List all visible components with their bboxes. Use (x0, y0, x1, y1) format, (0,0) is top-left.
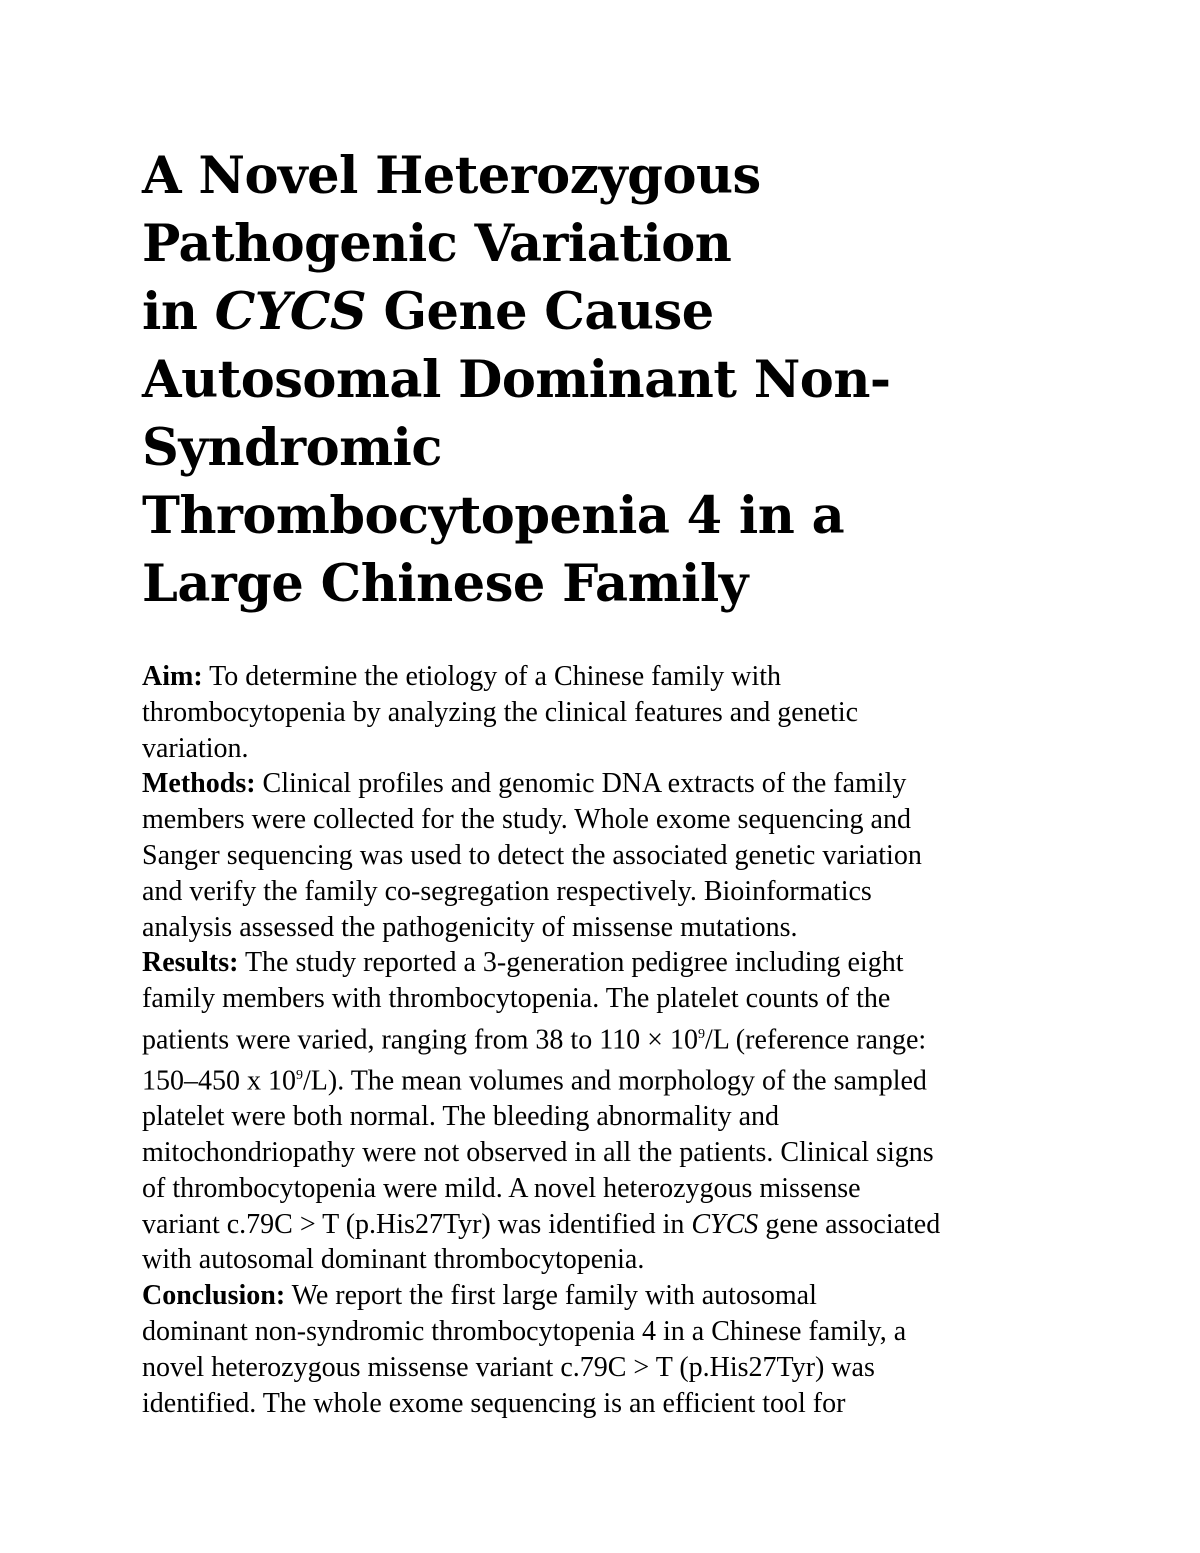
methods-text: Clinical profiles and genomic DNA extracts of the family (255, 768, 907, 800)
superscript: 9 (697, 1026, 705, 1042)
methods-label: Methods: (142, 768, 256, 800)
aim-text: To determine the etiology of a Chinese family with (202, 661, 782, 692)
text-line (142, 1278, 1062, 1314)
title-line: Large Chinese Family (142, 554, 748, 614)
text-line: variation. (142, 732, 249, 764)
title-line (142, 278, 1062, 346)
text-line (142, 766, 1062, 802)
text-line: identified. The whole exome sequencing is an efficient tool for (142, 1387, 846, 1419)
paper-title (142, 142, 1062, 618)
methods-section (142, 766, 1062, 945)
superscript: 9 (296, 1068, 303, 1084)
text-line: mitochondriopathy were not observed in all the patients. Clinical signs (142, 1137, 934, 1169)
results-text: /L). The mean volumes and morphology of the sampled (303, 1065, 927, 1097)
title-text: Gene Cause (366, 282, 714, 342)
results-text: gene associated (758, 1208, 941, 1240)
text-line (142, 1017, 1062, 1058)
results-text: The study reported a 3-generation pedigree including eight (238, 947, 904, 979)
title-line: A Novel Heterozygous (142, 146, 761, 206)
text-line: Sanger sequencing was used to detect the associated genetic variation (142, 839, 922, 871)
text-line: novel heterozygous missense variant c.79C > T (p.His27Tyr) was (142, 1351, 875, 1383)
text-line: and verify the family co-segregation respectively. Bioinformatics (142, 875, 872, 907)
title-text: in (142, 282, 215, 342)
text-line: of thrombocytopenia were mild. A novel heterozygous missense (142, 1172, 861, 1204)
results-text: /L (reference range: (704, 1024, 927, 1056)
text-line (142, 945, 1062, 981)
results-label: Results: (142, 947, 239, 979)
text-line: family members with thrombocytopenia. The platelet counts of the (142, 983, 891, 1015)
document-page (142, 142, 1062, 1421)
text-line: platelet were both normal. The bleeding abnormality and (142, 1101, 780, 1133)
text-line (142, 1207, 1062, 1243)
conclusion-text: We report the first large family with autosomal (285, 1280, 817, 1312)
results-text: 150–450 x 10 (142, 1065, 296, 1097)
aim-section (142, 659, 1062, 766)
title-line: Autosomal Dominant Non- (142, 350, 891, 410)
text-line: thrombocytopenia by analyzing the clinical features and genetic (142, 696, 859, 728)
title-line: Pathogenic Variation (142, 214, 732, 274)
results-text: variant c.79C > T (p.His27Tyr) was identified in (142, 1208, 692, 1240)
text-line (142, 1058, 1062, 1099)
text-line: dominant non-syndromic thrombocytopenia 4 in a Chinese family, a (142, 1316, 907, 1347)
text-line: analysis assessed the pathogenicity of missense mutations. (142, 911, 798, 943)
text-line (142, 659, 1062, 695)
title-line: Syndromic (142, 418, 442, 478)
aim-label: Aim: (142, 661, 203, 692)
results-section (142, 945, 1062, 1278)
gene-name: CYCS (691, 1208, 759, 1240)
results-text: patients were varied, ranging from 38 to 110 × 10 (142, 1024, 698, 1056)
conclusion-section (142, 1278, 1062, 1421)
abstract (142, 659, 1062, 1421)
text-line: members were collected for the study. Whole exome sequencing and (142, 804, 911, 836)
text-line: with autosomal dominant thrombocytopenia. (142, 1244, 645, 1276)
conclusion-label: Conclusion: (142, 1280, 286, 1312)
gene-name: CYCS (214, 282, 367, 342)
title-line: Thrombocytopenia 4 in a (142, 486, 845, 546)
